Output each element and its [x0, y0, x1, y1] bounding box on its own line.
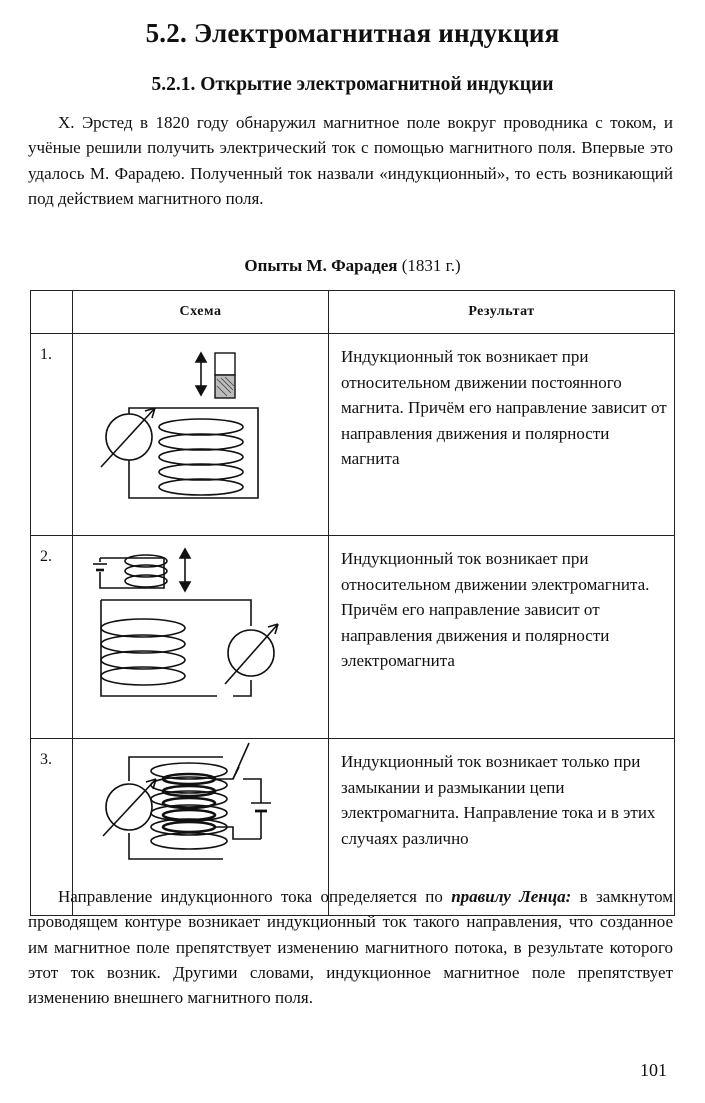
header-number [31, 291, 73, 334]
circuit-wire [243, 779, 261, 803]
lenz-rule-name: правилу Ленца: [451, 887, 572, 906]
intro-paragraph: Х. Эрстед в 1820 году обнаружил магнитное поле вокруг проводника с током, и учёные решили получить электрический ток с помощью магнитного поля. Впервые это удалось М. Фарадею. Полученный ток назвали «индукционный», то есть возникающий под действием магнитного поля. [28, 113, 673, 208]
lenz-paragraph [28, 884, 673, 1010]
outer-coil-icon [151, 763, 227, 849]
row-number: 1. [31, 334, 73, 536]
galvanometer-icon [101, 408, 155, 467]
switch-lever [233, 743, 249, 779]
subsection-title: 5.2.1. Открытие электромагнитной индукции [151, 74, 554, 95]
scheme-cell [73, 334, 329, 536]
page-number: 101 [640, 1060, 667, 1080]
up-down-arrow-icon [196, 353, 206, 395]
header-scheme: Схема [73, 291, 329, 334]
table-header-row [31, 291, 675, 334]
lenz-text-end: в замкнутом проводящем контуре возникает индукционный ток такого направления, что созданное им магнитное поле препятствует изменению магнитного потока, в результате которого этот ток возник. Другими словами, индукционное магнитное поле препятствует изменению внешнего магнитного поля. [28, 887, 674, 1008]
coil-icon [159, 419, 243, 495]
switch-electromagnet-diagram [73, 739, 329, 903]
result-cell: Индукционный ток возникает только при замыкании и размыкании цепи электромагнита. Направление тока и в этих случаях различно [329, 739, 675, 916]
row-number: 3. [31, 739, 73, 916]
electromagnet-icon [93, 555, 167, 588]
header-result: Результат [329, 291, 675, 334]
coil-icon [101, 619, 185, 685]
table-caption-title: Опыты М. Фарадея [244, 256, 398, 275]
faraday-experiments-table [30, 290, 675, 916]
table-row [31, 536, 675, 739]
galvanometer-icon [103, 779, 156, 836]
galvanometer-icon [225, 624, 278, 684]
up-down-arrow-icon [180, 549, 190, 591]
section-title: 5.2. Электромагнитная индукция [145, 18, 560, 48]
table-caption-year: (1831 г.) [401, 256, 461, 275]
table-row [31, 334, 675, 536]
row-number: 2. [31, 536, 73, 739]
magnet-icon [215, 353, 235, 398]
result-cell: Индукционный ток возникает при относительном движении электромагнита. Причём его направление зависит от направления движения и полярности электромагнита [329, 536, 675, 739]
inner-coil-icon [163, 774, 215, 832]
lenz-text-start: Направление индукционного тока определяется по [58, 887, 452, 906]
scheme-cell [73, 536, 329, 739]
electromagnet-coil-diagram [73, 536, 329, 726]
battery-icon [251, 803, 271, 839]
result-cell: Индукционный ток возникает при относительном движении постоянного магнита. Причём его направление зависит от направления движения и полярности магнита [329, 334, 675, 536]
table-caption [0, 256, 705, 276]
permanent-magnet-coil-diagram [73, 334, 329, 523]
